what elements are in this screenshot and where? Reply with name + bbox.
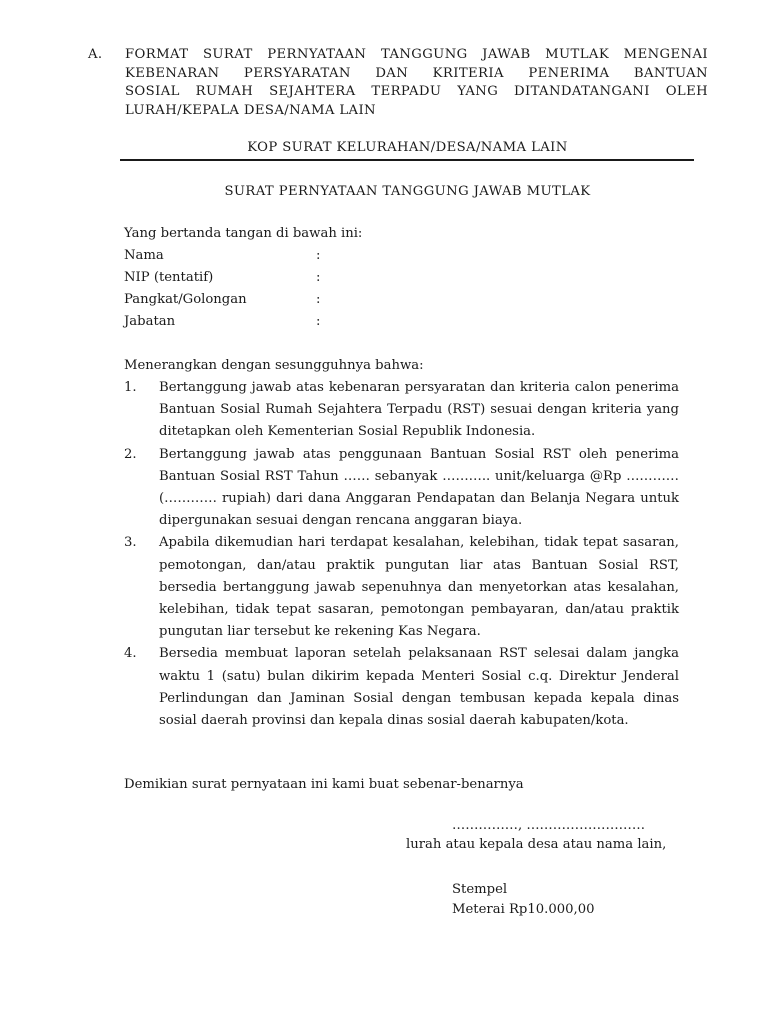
heading-line-2: KEBENARAN PERSYARATAN DAN KRITERIA PENERIMA BANTUAN — [125, 65, 708, 81]
signature-place-date: ……………, ……………………… — [452, 818, 646, 833]
list-text: Bertanggung jawab atas kebenaran persyaratan dan kriteria calon penerima Bantuan Sosial Rumah Sejahtera Terpadu (RST) sesuai dengan kriteria yang ditetapkan oleh Kementerian Sosial Republik Indonesia. — [159, 380, 679, 440]
field-colon: : — [316, 314, 321, 329]
list-number: 3. — [124, 535, 137, 551]
document-title: SURAT PERNYATAAN TANGGUNG JAWAB MUTLAK — [224, 184, 591, 199]
section-letter: A. — [88, 47, 103, 62]
list-text: Bertanggung jawab atas penggunaan Bantuan Sosial RST oleh penerima Bantuan Sosial RST Tahun …… sebanyak ……….. unit/keluarga @Rp ………… (………… rupiah) dari dana Anggaran Pendapatan dan Belanja Negara untuk dipergunakan sesuai dengan rencana anggaran biaya. — [159, 446, 679, 529]
list-number: 2. — [124, 446, 137, 462]
field-label-nip: NIP (tentatif) — [124, 270, 214, 285]
intro-text: Yang bertanda tangan di bawah ini: — [124, 226, 363, 241]
list-text: Bersedia membuat laporan setelah pelaksanaan RST selesai dalam jangka waktu 1 (satu) bulan dikirim kepada Menteri Sosial c.q. Direktur Jenderal Perlindungan dan Jaminan Sosial dengan tembusan kepada kepala dinas sosial daerah provinsi dan kepala dinas sosial daerah kabupaten/kota. — [159, 646, 679, 729]
list-number: 4. — [124, 646, 137, 662]
field-colon: : — [316, 270, 321, 285]
field-colon: : — [316, 292, 321, 307]
signature-name: lurah atau kepala desa atau nama lain, — [406, 837, 667, 852]
statement-list — [124, 377, 679, 732]
meterai-label: Meterai Rp10.000,00 — [452, 902, 595, 917]
list-item — [124, 377, 679, 444]
list-item — [124, 643, 679, 732]
heading-line-4: LURAH/KEPALA DESA/NAMA LAIN — [125, 102, 376, 118]
list-item — [124, 444, 679, 533]
section-heading — [125, 46, 708, 120]
heading-line-1: FORMAT SURAT PERNYATAAN TANGGUNG JAWAB MUTLAK MENGENAI — [125, 47, 708, 62]
letterhead-placeholder: KOP SURAT KELURAHAN/DESA/NAMA LAIN — [247, 140, 568, 155]
field-label-jabatan: Jabatan — [124, 314, 176, 329]
heading-line-3: SOSIAL RUMAH SEJAHTERA TERPADU YANG DITANDATANGANI OLEH — [125, 84, 708, 99]
field-colon: : — [316, 248, 321, 263]
closing-text: Demikian surat pernyataan ini kami buat sebenar-benarnya — [124, 777, 524, 792]
list-text: Apabila dikemudian hari terdapat kesalahan, kelebihan, tidak tepat sasaran, pemotongan, dan/atau praktik pungutan liar atas Bantuan Sosial RST, bersedia bertanggung jawab sepenuhnya dan menyetorkan atas kesalahan, kelebihan, tidak tepat sasaran, pemotongan pembayaran, dan/atau praktik pungutan liar tersebut ke rekening Kas Negara. — [159, 535, 679, 640]
field-label-nama: Nama — [124, 248, 164, 263]
stamp-label: Stempel — [452, 882, 508, 897]
list-number: 1. — [124, 380, 137, 395]
letterhead-divider — [120, 159, 694, 161]
field-label-pangkat: Pangkat/Golongan — [124, 292, 247, 307]
statement-intro: Menerangkan dengan sesungguhnya bahwa: — [124, 358, 424, 373]
list-item — [124, 532, 679, 643]
